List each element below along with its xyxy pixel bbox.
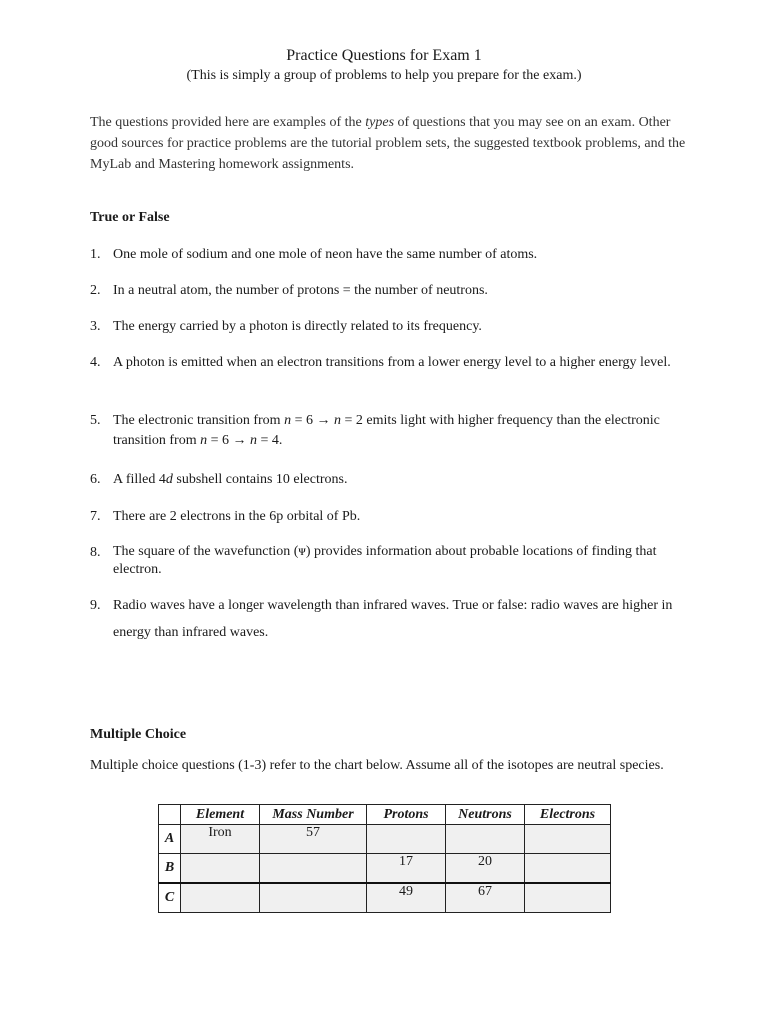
table-cell: Iron: [181, 825, 260, 854]
table-row: [159, 854, 611, 884]
table-cell: 67: [446, 883, 525, 913]
question-item: 4. A photon is emitted when an electron transitions from a lower energy level to a higher energy level.: [90, 355, 671, 370]
table-cell: [525, 883, 611, 913]
table-cell: [181, 854, 260, 884]
table-header-row: [159, 805, 611, 825]
question-item: 7. There are 2 electrons in the 6p orbital of Pb.: [90, 509, 361, 524]
row-label: A: [159, 825, 181, 854]
row-label: B: [159, 854, 181, 884]
table-header: Mass Number: [260, 805, 367, 825]
question-item: 1. One mole of sodium and one mole of neon have the same number of atoms.: [90, 247, 538, 262]
isotope-table: [158, 804, 611, 913]
table-cell: [367, 825, 446, 854]
table-cell: 17: [367, 854, 446, 884]
table-row: [159, 825, 611, 854]
question-item: 3. The energy carried by a photon is directly related to its frequency.: [90, 319, 482, 334]
question-item: 9. Radio waves have a longer wavelength than infrared waves. True or false: radio waves are higher in energy than infrared waves.: [90, 598, 673, 640]
table-header: Element: [181, 805, 260, 825]
page-subtitle: (This is simply a group of problems to help you prepare for the exam.): [186, 68, 582, 83]
question-item: 8. The square of the wavefunction (ᴪ) provides information about probable locations of finding that electron.: [90, 544, 657, 577]
intro-emphasis: types: [365, 115, 395, 130]
table-cell: [525, 825, 611, 854]
multiple-choice-intro: Multiple choice questions (1-3) refer to the chart below. Assume all of the isotopes are neutral species.: [90, 758, 664, 773]
table-header: Electrons: [525, 805, 611, 825]
table-cell: [446, 825, 525, 854]
multiple-choice-heading: Multiple Choice: [90, 727, 187, 742]
table-cell: [525, 854, 611, 884]
question-item: 2. In a neutral atom, the number of protons = the number of neutrons.: [90, 283, 488, 298]
table-cell: [260, 883, 367, 913]
table-cell: 49: [367, 883, 446, 913]
table-cell: 20: [446, 854, 525, 884]
true-false-heading: True or False: [90, 210, 170, 225]
table-header: Neutrons: [446, 805, 525, 825]
table-row: [159, 883, 611, 913]
row-label: C: [159, 883, 181, 913]
question-item: 6. A filled 4d subshell contains 10 electrons.: [90, 472, 348, 487]
page-title: Practice Questions for Exam 1: [286, 47, 482, 64]
table-cell: [260, 854, 367, 884]
question-item: 5. The electronic transition from n = 6 → n = 2 emits light with higher frequency than the electronic transition from n = 6 → n = 4.: [90, 413, 660, 448]
table-cell: [181, 883, 260, 913]
intro-paragraph: The questions provided here are examples of the types of questions that you may see on an exam. Other good sources for practice problems are the tutorial problem sets, the suggested textbook problems, and the MyLab and Mastering homework assignments.: [90, 115, 686, 172]
table-cell: 57: [260, 825, 367, 854]
table-header: Protons: [367, 805, 446, 825]
